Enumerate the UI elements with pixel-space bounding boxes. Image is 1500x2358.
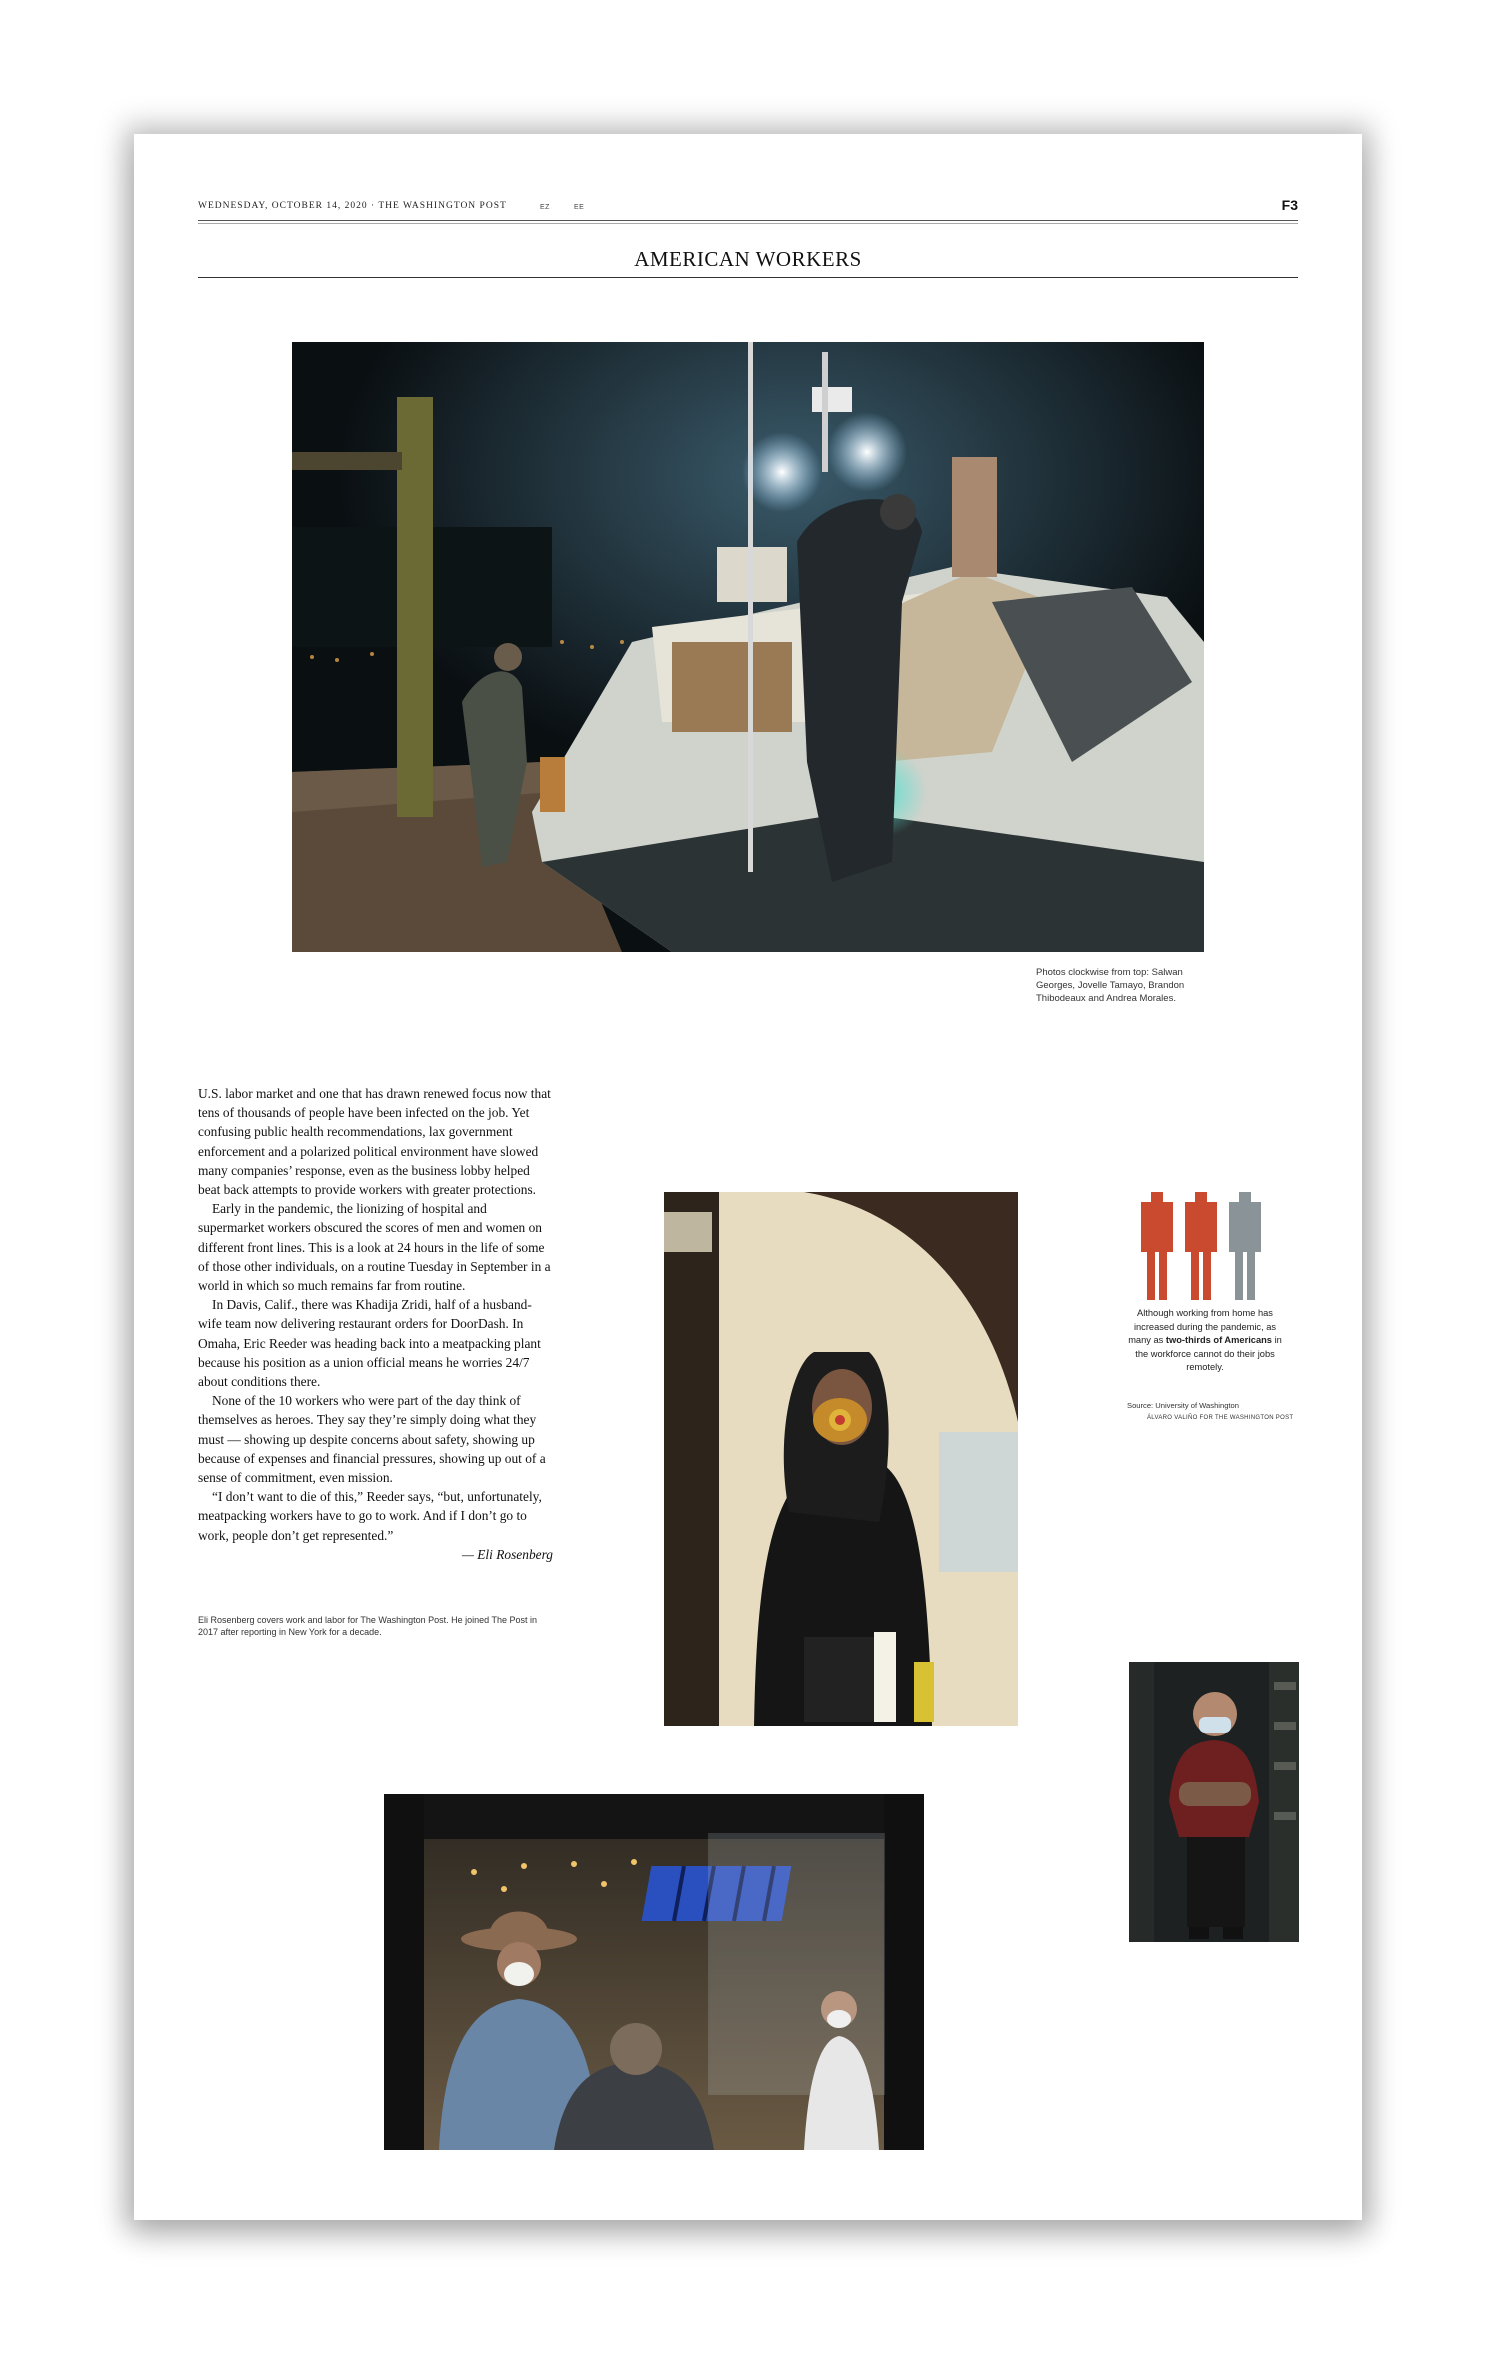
graphic-source: Source: University of Washington (1127, 1401, 1239, 1410)
edition-mark-right: EE (574, 204, 585, 211)
workforce-pictogram (1139, 1192, 1279, 1302)
edition-mark-left: EZ (540, 204, 550, 211)
article-paragraph: Early in the pandemic, the lionizing of hospital and supermarket workers obscured the scores of men and women on different front lines. This is a look at 24 hours in the life of some of those other individuals, on a routine Tuesday in September in a world in which so much remains far from routine. (198, 1201, 551, 1294)
pictogram-caption-text-end: in the workforce cannot do their jobs remotely. (1135, 1335, 1282, 1372)
folio-line: WEDNESDAY, OCTOBER 14, 2020 · THE WASHINGTON POST (198, 201, 507, 211)
pictogram-caption-text: Although working from home has increased during the pandemic, as many as (1128, 1308, 1277, 1345)
photo-man-arms-crossed (1129, 1662, 1299, 1942)
graphic-credit: ÁLVARO VALIÑO FOR THE WASHINGTON POST (1147, 1415, 1294, 1421)
header-rule (198, 220, 1298, 221)
byline: — Eli Rosenberg (462, 1546, 553, 1562)
article-paragraph: In Davis, Calif., there was Khadija Zridi, half of a husband-wife team now delivering restaurant orders for DoorDash. In Omaha, Eric Reeder was heading back into a meatpacking plant because his position as a union official means he worries 24/7 about conditions there. (198, 1297, 541, 1390)
pictogram-caption-emphasis: two-thirds of Americans (1165, 1335, 1272, 1345)
article-paragraph: U.S. labor market and one that has drawn renewed focus now that tens of thousands of people have been infected on the job. Yet confusing public health recommendations, lax government enforcement and a polarized political environment have slowed many companies’ response, even as the business lobby helped beat back attempts to provide workers with greater protections. (198, 1086, 551, 1198)
author-bio: Eli Rosenberg covers work and labor for The Washington Post. He joined The Post in 2017 after reporting in New York for a decade. (198, 1615, 538, 1637)
figure-icon-red-1 (1141, 1192, 1173, 1300)
photo-man-cowboy-hat (384, 1794, 924, 2150)
newspaper-page (134, 134, 1362, 2220)
section-rule (198, 277, 1298, 278)
pictogram-caption (1125, 1307, 1285, 1375)
photo-boat-dock (292, 342, 1204, 952)
figure-icon-red-2 (1185, 1192, 1217, 1300)
article-body (198, 1084, 553, 1564)
article-paragraph: None of the 10 workers who were part of the day think of themselves as heroes. They say they’re simply doing what they must — showing up despite concerns about safety, showing up because of expenses and financial pressures, showing up out of a sense of commitment, even mission. (198, 1393, 546, 1486)
section-title: AMERICAN WORKERS (634, 247, 862, 271)
article-paragraph: “I don’t want to die of this,” Reeder says, “but, unfortunately, meatpacking workers have to go to work. And if I don’t go to work, people don’t get represented.” (198, 1489, 542, 1543)
photo-woman-masked (664, 1192, 1018, 1726)
figure-icon-gray (1229, 1192, 1261, 1300)
header-rule-thin (198, 223, 1298, 224)
page-number: F3 (1281, 197, 1298, 213)
photo-credits-caption: Photos clockwise from top: Salwan Georges, Jovelle Tamayo, Brandon Thibodeaux and Andrea Morales. (1036, 967, 1185, 1004)
